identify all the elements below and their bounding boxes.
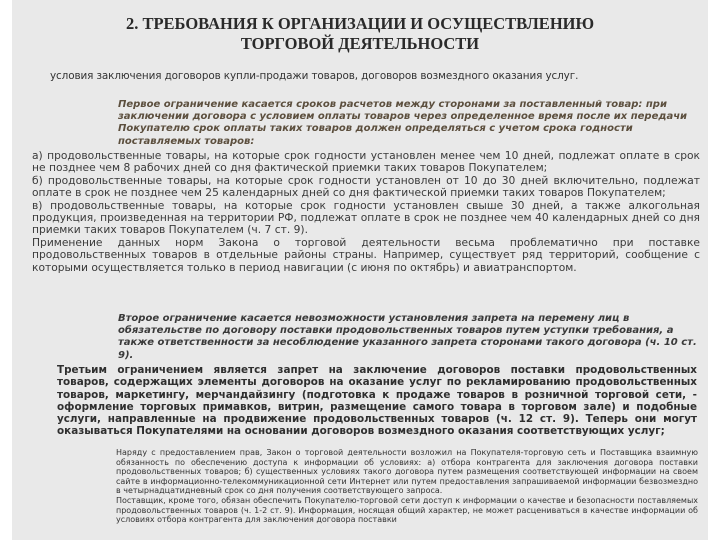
list-item: в) продовольственные товары, на которые срок годности установлен свыше 30 дней, а также алкогольная продукция, произведенная на территории РФ, подлежат оплате в срок не позднее чем 40 календарных дней со дня приемки таких товаров Покупателем (ч. 7 ст. 9). xyxy=(32,198,700,237)
list-item: а) продовольственные товары, на которые срок годности установлен менее чем 10 дней, подлежат оплате в срок не позднее чем 8 рабочих дней со дня фактической приемки таких товаров Покупателем; xyxy=(32,149,700,175)
third-restriction-paragraph: Третьим ограничением является запрет на заключение договоров поставки продовольственных товаров, содержащих элементы договоров на оказание услуг по рекламированию продовольственных товаров, маркетингу, мерчандайзингу (подготовка к продаже товаров в розничной торговой сети, - оформление торговых примавков, витрин, размещение самого товара в торговом зале) и подобные услуги, направленные на продвижение продовольственных товаров (ч. 12 ст. 9). Теперь они могут оказываться Покупателями на основании договоров возмездного оказания соответствующих услуг; xyxy=(57,364,697,438)
second-restriction-paragraph: Второе ограничение касается невозможности установления запрета на перемену лиц в обязательстве по договору поставки продовольственных товаров путем уступки требования, а также ответственности за несоблюдение указанного запрета сторонами такого договора (ч. 10 ст. 9). xyxy=(118,313,697,361)
first-restriction-paragraph: Первое ограничение касается сроков расчетов между сторонами за поставленный товар: при заключении договора с условием оплаты товаров через определенное время после их передачи Покупателю срок оплаты таких товаров должен определяться с учетом срока годности поставляемых товаров: xyxy=(118,99,688,147)
payment-terms-list xyxy=(32,150,700,274)
title-line-2: ТОРГОВОЙ ДЕЯТЕЛЬНОСТИ xyxy=(240,34,480,53)
title-line-1: 2. ТРЕБОВАНИЯ К ОРГАНИЗАЦИИ И ОСУЩЕСТВЛЕНИЮ xyxy=(125,14,595,33)
subtitle: условия заключения договоров купли-продажи товаров, договоров возмездного оказания услуг. xyxy=(50,70,579,82)
list-item: Применение данных норм Закона о торговой деятельности весьма проблематично при поставке продовольственных товаров в отдельные районы страны. Например, существует ряд территорий, сообщение с которыми осуществляется только в период навигации (с июня по октябрь) и авиатранспортом. xyxy=(32,235,700,274)
list-item: б) продовольственные товары, на которые срок годности установлен от 10 до 30 дней включительно, подлежат оплате в срок не позднее чем 25 календарных дней со дня фактической приемки таких товаров Покупателем; xyxy=(32,173,700,200)
slide xyxy=(12,0,708,540)
information-access-section xyxy=(56,448,698,525)
page-title xyxy=(12,14,708,54)
small-paragraph: Поставщик, кроме того, обязан обеспечить Покупателю-торговой сети доступ к информации о качестве и безопасности поставляемых продовольственных товаров (ч. 1-2 ст. 9). Информация, носящая общий характер, не может расцениваться в качестве информации об условиях отбора контрагента для заключения договора поставки xyxy=(116,495,698,525)
small-paragraph: Наряду с предоставлением прав, Закон о торговой деятельности возложил на Покупателя-торговую сеть и Поставщика взаимную обязанность по обеспечению доступа к информации об условиях: а) отбора контрагента для заключения договора поставки продовольственных товаров; б) существенных условиях такого договора путем размещения соответствующей информации на своем сайте в информационно-телекоммуникационной сети Интернет или путем предоставления запрашиваемой информации безвозмездно в четырнадцатидневный срок со дня получения соответствующего запроса. xyxy=(116,448,698,496)
